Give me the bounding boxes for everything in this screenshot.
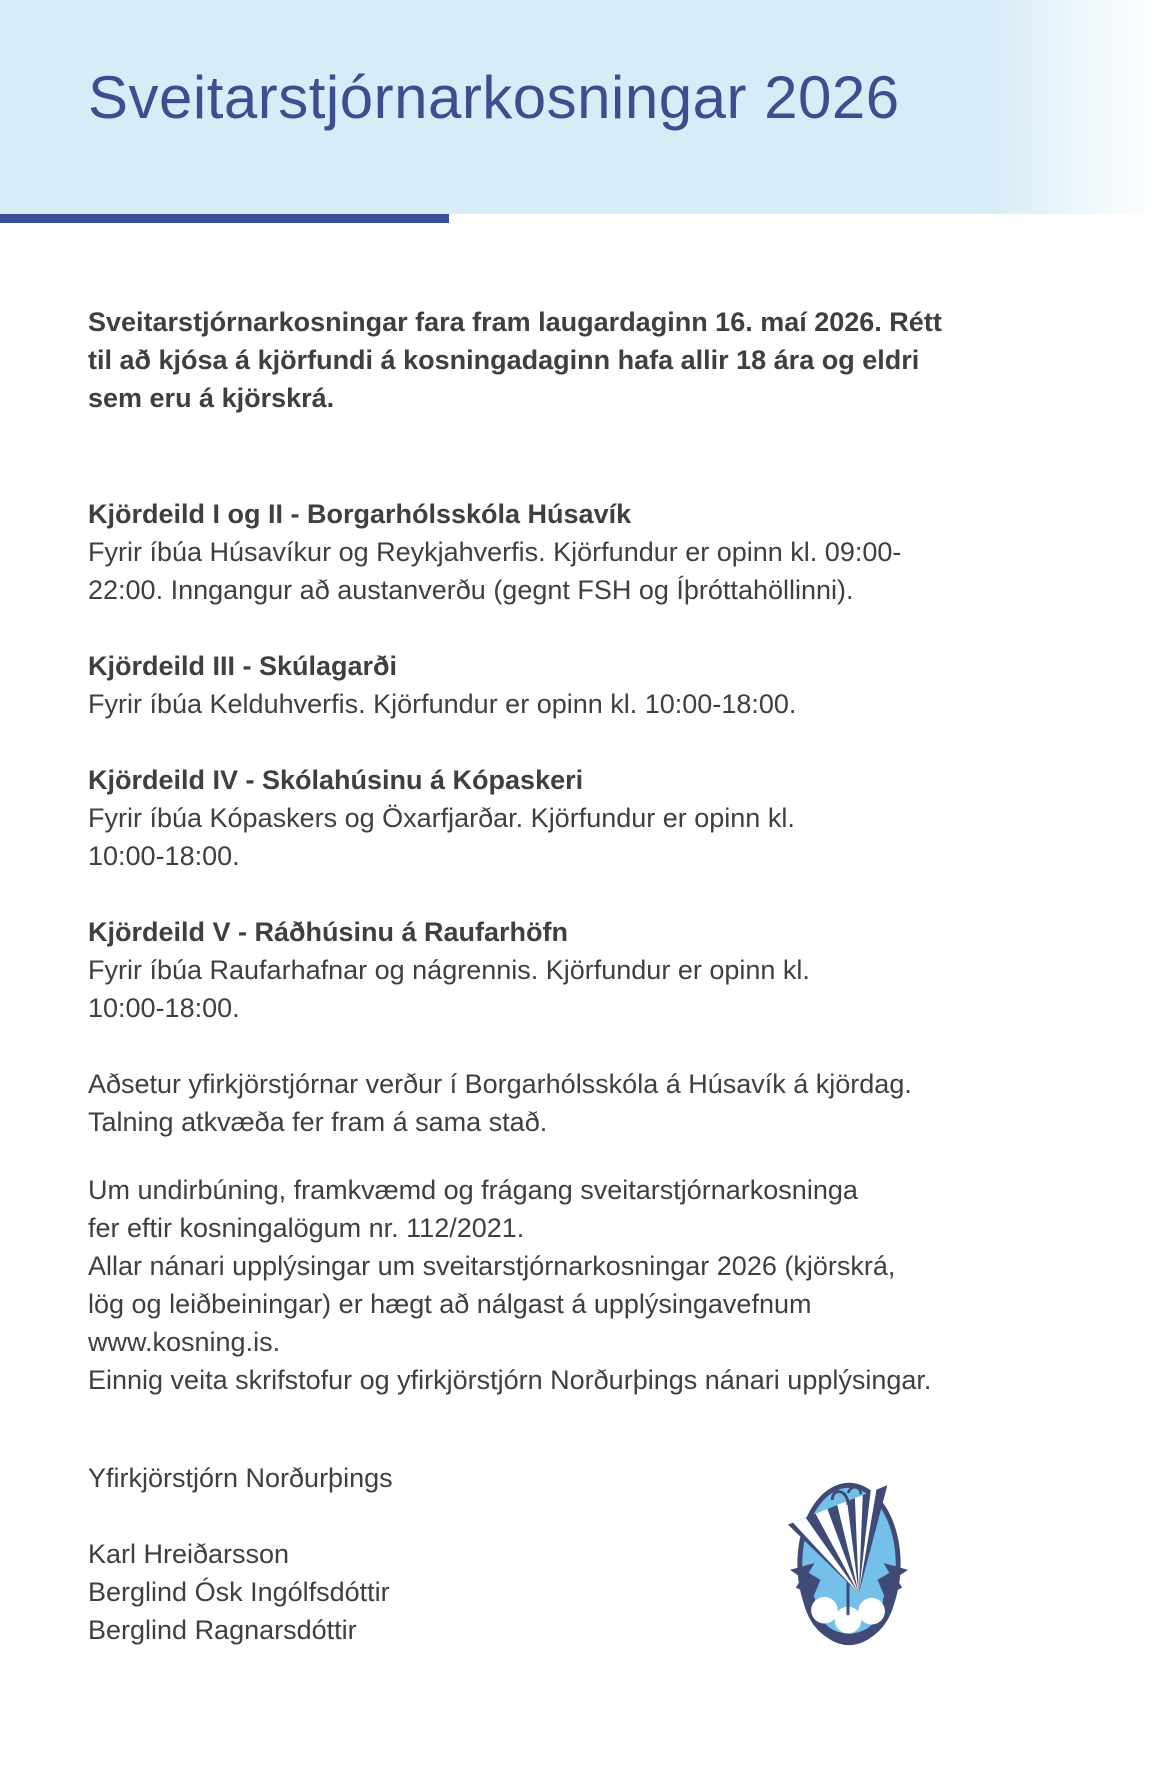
section-body-line: 10:00-18:00. bbox=[88, 841, 240, 871]
intro-paragraph bbox=[88, 303, 1093, 417]
location-paragraph bbox=[88, 1065, 1093, 1141]
signatory-name: Berglind Ragnarsdóttir bbox=[88, 1615, 357, 1645]
polling-section-4 bbox=[88, 913, 1093, 1027]
info-line: fer eftir kosningalögum nr. 112/2021. bbox=[88, 1213, 525, 1243]
accent-bar bbox=[0, 214, 449, 223]
section-body-line: 22:00. Inngangur að austanverðu (gegnt FSH og Íþróttahöllinni). bbox=[88, 575, 854, 605]
section-heading: Kjördeild III - Skúlagarði bbox=[88, 651, 398, 681]
info-line: Um undirbúning, framkvæmd og frágang sveitarstjórnarkosninga bbox=[88, 1175, 858, 1205]
signature-names bbox=[88, 1535, 1093, 1649]
info-line: Einnig veita skrifstofur og yfirkjörstjórn Norðurþings nánari upplýsingar. bbox=[88, 1365, 932, 1395]
section-body-line: 10:00-18:00. bbox=[88, 993, 240, 1023]
signatory-name: Karl Hreiðarsson bbox=[88, 1539, 290, 1569]
info-line: Allar nánari upplýsingar um sveitarstjórnarkosningar 2026 (kjörskrá, bbox=[88, 1251, 896, 1281]
section-heading: Kjördeild V - Ráðhúsinu á Raufarhöfn bbox=[88, 917, 569, 947]
section-body-line: Fyrir íbúa Kelduhverfis. Kjörfundur er opinn kl. 10:00-18:00. bbox=[88, 689, 797, 719]
page-title: Sveitarstjórnarkosningar 2026 bbox=[88, 64, 900, 131]
polling-section-1 bbox=[88, 495, 1093, 609]
intro-line: Sveitarstjórnarkosningar fara fram laugardaginn 16. maí 2026. Rétt bbox=[88, 307, 942, 337]
section-body-line: Fyrir íbúa Raufarhafnar og nágrennis. Kjörfundur er opinn kl. bbox=[88, 955, 810, 985]
website-url-text: www.kosning.is. bbox=[88, 1327, 281, 1357]
location-line: Aðsetur yfirkjörstjórnar verður í Borgarhólsskóla á Húsavík á kjördag. bbox=[88, 1069, 912, 1099]
viking-ship-icon bbox=[788, 1476, 910, 1648]
section-body-line: Fyrir íbúa Húsavíkur og Reykjahverfis. Kjörfundur er opinn kl. 09:00- bbox=[88, 537, 902, 567]
polling-section-2 bbox=[88, 647, 1093, 723]
info-line: lög og leiðbeiningar) er hægt að nálgast á upplýsingavefnum bbox=[88, 1289, 812, 1319]
flyer-content bbox=[88, 223, 1093, 1649]
section-heading: Kjördeild I og II - Borgarhólsskóla Húsavík bbox=[88, 499, 632, 529]
header-banner bbox=[0, 0, 1166, 214]
section-heading: Kjördeild IV - Skólahúsinu á Kópaskeri bbox=[88, 765, 584, 795]
intro-line: til að kjósa á kjörfundi á kosningadaginn hafa allir 18 ára og eldri bbox=[88, 345, 920, 375]
nordurthing-logo bbox=[788, 1476, 910, 1648]
signatory-name: Berglind Ósk Ingólfsdóttir bbox=[88, 1577, 390, 1607]
committee-name: Yfirkjörstjórn Norðurþings bbox=[88, 1463, 393, 1493]
info-paragraph bbox=[88, 1171, 1093, 1399]
location-line: Talning atkvæða fer fram á sama stað. bbox=[88, 1107, 548, 1137]
polling-section-3 bbox=[88, 761, 1093, 875]
signature-committee bbox=[88, 1459, 1093, 1497]
intro-line: sem eru á kjörskrá. bbox=[88, 383, 335, 413]
section-body-line: Fyrir íbúa Kópaskers og Öxarfjarðar. Kjörfundur er opinn kl. bbox=[88, 803, 795, 833]
